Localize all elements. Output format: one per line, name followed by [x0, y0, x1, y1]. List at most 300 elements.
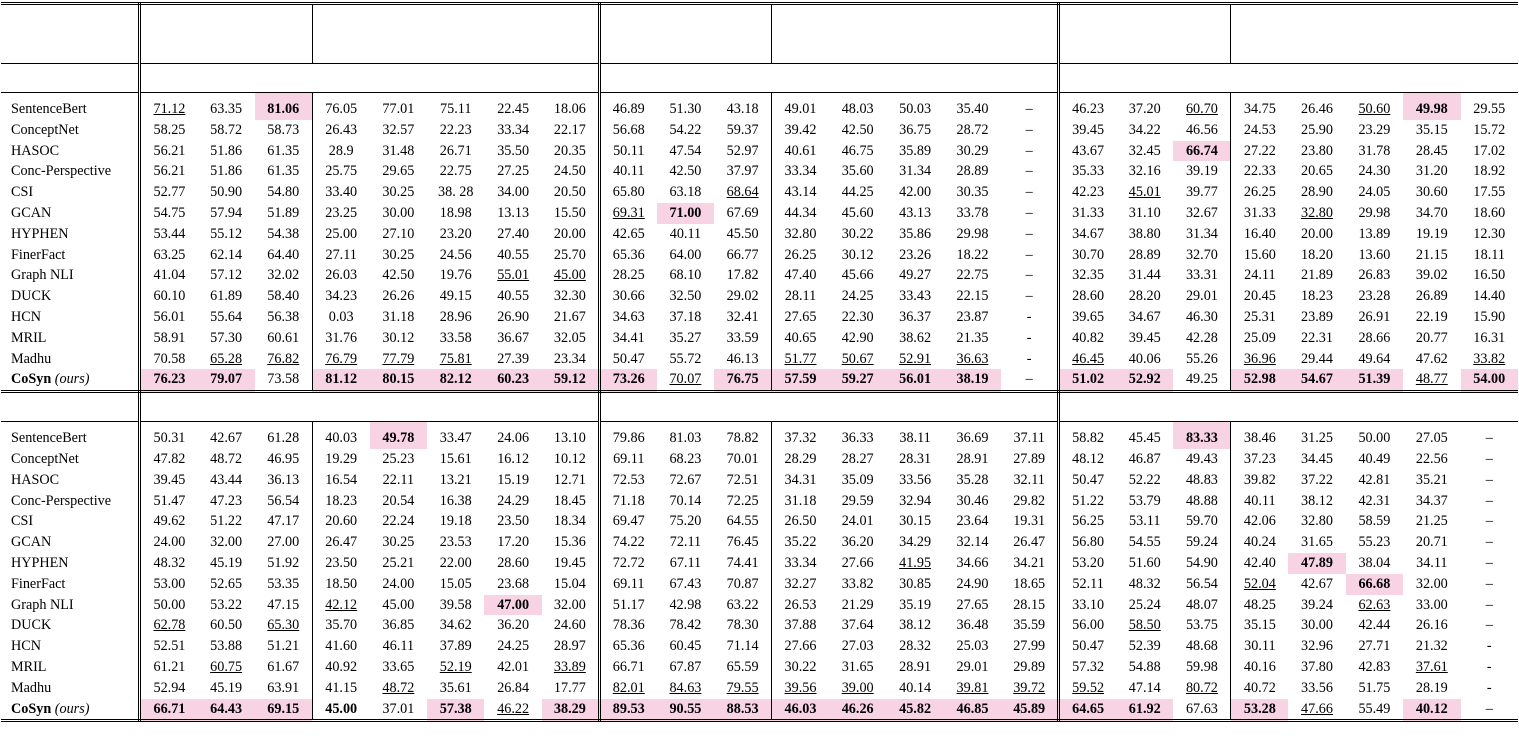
score-cell: [1403, 678, 1460, 699]
metric-header-cell: [1059, 35, 1116, 64]
score-cell: [370, 678, 427, 699]
score-cell: [944, 532, 1001, 553]
score-value: 35.33: [1072, 163, 1105, 180]
score-cell: [1059, 141, 1116, 162]
score-value: 72.67: [669, 471, 702, 488]
score-value: 40.12: [1415, 700, 1448, 717]
score-value: 33.40: [325, 184, 358, 201]
score-value: 68.64: [726, 184, 759, 201]
score-cell: [1116, 615, 1173, 636]
score-value: 22.23: [439, 121, 472, 138]
score-cell: [484, 553, 541, 574]
score-value: 61.92: [1128, 700, 1161, 717]
score-cell: [1173, 636, 1230, 657]
score-value: 32.45: [1128, 142, 1161, 159]
score-value: 18.65: [1013, 575, 1046, 592]
score-cell: [484, 491, 541, 512]
score-value: 56.68: [612, 121, 645, 138]
score-cell: [1403, 595, 1460, 616]
score-cell: [1059, 182, 1116, 203]
score-cell: [1231, 491, 1288, 512]
score-value: 44.25: [841, 184, 874, 201]
score-cell: [484, 141, 541, 162]
score-value: 42.50: [669, 163, 702, 180]
score-cell: [484, 286, 541, 307]
score-cell: [1288, 349, 1345, 370]
score-cell: [1116, 699, 1173, 721]
score-value: 29.01: [956, 658, 989, 675]
score-cell: [886, 141, 943, 162]
score-cell: [1116, 422, 1173, 449]
score-cell: [370, 141, 427, 162]
score-cell: [312, 286, 369, 307]
score-cell: [1001, 120, 1058, 141]
score-value: 52.51: [153, 638, 186, 655]
score-value: 40.16: [1243, 658, 1276, 675]
score-cell: [542, 286, 599, 307]
score-value: 35.15: [1243, 617, 1276, 634]
score-cell: [599, 491, 656, 512]
score-value: 17.82: [726, 267, 759, 284]
score-cell: [484, 182, 541, 203]
score-cell: [255, 245, 312, 266]
score-cell: [1001, 245, 1058, 266]
score-cell: [1116, 349, 1173, 370]
score-value: –: [1485, 450, 1493, 467]
score-value: 33.65: [382, 658, 415, 675]
score-cell: [1001, 203, 1058, 224]
dataset-header-row: [1, 64, 1518, 93]
score-value: 60.50: [210, 617, 243, 634]
score-value: 23.87: [956, 308, 989, 325]
score-cell: [1461, 699, 1518, 721]
score-value: 22.56: [1415, 450, 1448, 467]
score-cell: [1173, 93, 1230, 120]
score-value: 78.36: [612, 617, 645, 634]
score-cell: [1059, 203, 1116, 224]
score-value: 27.99: [1013, 638, 1046, 655]
score-cell: [886, 182, 943, 203]
score-cell: [484, 511, 541, 532]
baseline-name-cell: [1, 532, 140, 553]
score-cell: [140, 120, 197, 141]
score-cell: [542, 422, 599, 449]
baseline-name-cell: [1, 369, 140, 391]
score-cell: [1288, 470, 1345, 491]
score-value: 35.22: [784, 534, 817, 551]
score-value: 60.45: [669, 638, 702, 655]
score-cell: [1403, 422, 1460, 449]
score-cell: [829, 161, 886, 182]
score-cell: [312, 532, 369, 553]
score-cell: [427, 203, 484, 224]
score-value: 58.82: [1072, 430, 1105, 447]
score-cell: [255, 161, 312, 182]
score-cell: [1461, 595, 1518, 616]
score-cell: [484, 636, 541, 657]
score-cell: [1231, 93, 1288, 120]
score-cell: [599, 422, 656, 449]
score-cell: [1403, 245, 1460, 266]
score-cell: [1173, 615, 1230, 636]
score-value: 20.77: [1415, 329, 1448, 346]
score-value: 45.66: [841, 267, 874, 284]
score-value: 42.40: [1243, 554, 1276, 571]
score-value: 37.20: [1128, 101, 1161, 117]
score-value: 40.03: [325, 430, 358, 447]
score-cell: [714, 532, 771, 553]
score-cell: [255, 636, 312, 657]
score-value: 26.47: [325, 534, 358, 551]
score-value: 50.11: [613, 142, 645, 159]
score-value: 32.00: [553, 596, 586, 613]
score-cell: [1116, 328, 1173, 349]
score-value: 16.54: [325, 471, 358, 488]
score-cell: [1346, 286, 1403, 307]
score-value: 19.45: [553, 554, 586, 571]
score-cell: [829, 203, 886, 224]
score-value: 48.03: [841, 101, 874, 117]
score-value: 58.59: [1358, 513, 1391, 530]
score-cell: [829, 553, 886, 574]
score-cell: [944, 369, 1001, 391]
score-value: 52.77: [153, 184, 186, 201]
score-cell: [370, 595, 427, 616]
score-cell: [1116, 245, 1173, 266]
score-cell: [714, 574, 771, 595]
score-cell: [1403, 93, 1460, 120]
score-cell: [1288, 678, 1345, 699]
score-cell: [427, 491, 484, 512]
score-value: 54.55: [1128, 534, 1161, 551]
score-value: 78.30: [726, 617, 759, 634]
score-value: 28.91: [956, 450, 989, 467]
score-value: 65.80: [612, 184, 645, 201]
score-cell: [1346, 245, 1403, 266]
score-value: 38.04: [1358, 554, 1391, 571]
score-cell: [255, 265, 312, 286]
score-value: 45.00: [382, 596, 415, 613]
overall-group-header: [599, 4, 771, 36]
baseline-name-cell: [1, 286, 140, 307]
score-value: 34.31: [784, 471, 817, 488]
score-cell: [312, 245, 369, 266]
score-cell: [1288, 224, 1345, 245]
score-cell: [140, 511, 197, 532]
score-cell: [484, 595, 541, 616]
score-value: 27.66: [784, 638, 817, 655]
score-value: 27.03: [841, 638, 874, 655]
score-value: 61.89: [210, 288, 243, 305]
score-cell: [197, 657, 254, 678]
score-value: 18.23: [325, 492, 358, 509]
score-cell: [829, 120, 886, 141]
score-cell: [542, 511, 599, 532]
score-value: 50.03: [899, 101, 932, 117]
score-cell: [829, 532, 886, 553]
score-value: 34.21: [1013, 554, 1046, 571]
score-cell: [1116, 574, 1173, 595]
score-value: 55.23: [1358, 534, 1391, 551]
score-cell: [197, 422, 254, 449]
score-value: 26.47: [1013, 534, 1046, 551]
score-value: 14.40: [1473, 288, 1506, 305]
score-cell: [1173, 422, 1230, 449]
score-value: 22.45: [497, 101, 530, 117]
score-value: 47.89: [1301, 554, 1333, 571]
score-value: 77.01: [382, 101, 415, 117]
score-cell: [484, 161, 541, 182]
score-value: 25.21: [382, 554, 415, 571]
score-value: 43.67: [1072, 142, 1105, 159]
baseline-name: ConceptNet: [11, 450, 79, 467]
table-row: [1, 328, 1518, 349]
score-value: 42.83: [1358, 658, 1391, 675]
score-cell: [714, 511, 771, 532]
score-cell: [370, 203, 427, 224]
table-row: [1, 574, 1518, 595]
score-cell: [370, 574, 427, 595]
score-cell: [312, 553, 369, 574]
score-cell: [1059, 595, 1116, 616]
score-value: 25.03: [956, 638, 989, 655]
score-cell: [1059, 553, 1116, 574]
score-cell: [140, 203, 197, 224]
score-value: 27.65: [784, 308, 817, 325]
score-value: 46.13: [726, 350, 759, 367]
score-value: 52.97: [726, 142, 759, 159]
score-value: 27.71: [1358, 638, 1391, 655]
score-cell: [255, 349, 312, 370]
baseline-name: Madhu: [11, 350, 52, 367]
dataset-header: [599, 392, 1058, 422]
score-value: 27.10: [382, 225, 415, 242]
score-value: 48.83: [1185, 471, 1218, 488]
score-cell: [1116, 369, 1173, 391]
score-cell: [1461, 203, 1518, 224]
score-value: 21.32: [1415, 638, 1448, 655]
score-value: 34.29: [899, 534, 932, 551]
score-cell: [255, 678, 312, 699]
score-value: 28.31: [899, 450, 932, 467]
score-cell: [1231, 265, 1288, 286]
score-cell: [1346, 328, 1403, 349]
score-value: 23.34: [553, 350, 586, 367]
score-cell: [657, 203, 714, 224]
score-value: 65.59: [726, 658, 759, 675]
score-value: 35.27: [669, 329, 702, 346]
score-cell: [370, 532, 427, 553]
score-cell: [312, 511, 369, 532]
score-cell: [1461, 245, 1518, 266]
score-cell: [1403, 307, 1460, 328]
score-cell: [1288, 203, 1345, 224]
score-value: 51.22: [210, 513, 243, 530]
score-cell: [1116, 449, 1173, 470]
score-cell: [772, 470, 829, 491]
score-value: 59.24: [1185, 534, 1218, 551]
score-value: 62.63: [1358, 596, 1391, 613]
score-value: 47.23: [210, 492, 243, 509]
score-value: 51.75: [1358, 679, 1391, 696]
score-cell: [1461, 286, 1518, 307]
score-value: 59.37: [726, 121, 759, 138]
score-value: 78.82: [726, 430, 759, 447]
score-value: 26.25: [784, 246, 817, 263]
table-row: [1, 699, 1518, 721]
score-cell: [1059, 93, 1116, 120]
score-cell: [542, 161, 599, 182]
score-cell: [427, 615, 484, 636]
score-cell: [427, 699, 484, 721]
metric-header-cell: [944, 35, 1001, 64]
table-row: [1, 449, 1518, 470]
score-value: –: [1025, 184, 1033, 201]
score-cell: [370, 307, 427, 328]
score-value: –: [1485, 471, 1493, 488]
score-value: 37.11: [1013, 430, 1045, 447]
score-value: 47.17: [267, 513, 300, 530]
score-value: 26.83: [1358, 267, 1391, 284]
score-cell: [1173, 553, 1230, 574]
score-value: 24.06: [497, 430, 530, 447]
baseline-name: HASOC: [11, 142, 60, 159]
score-value: 51.21: [267, 638, 300, 655]
score-cell: [599, 286, 656, 307]
score-value: 48.12: [1072, 450, 1105, 467]
score-value: –: [1025, 267, 1033, 284]
score-cell: [1288, 574, 1345, 595]
score-cell: [370, 245, 427, 266]
score-cell: [484, 678, 541, 699]
score-cell: [140, 595, 197, 616]
score-value: 37.32: [784, 430, 817, 447]
score-cell: [370, 657, 427, 678]
score-value: 42.50: [841, 121, 874, 138]
score-value: 27.39: [497, 350, 530, 367]
score-value: 45.01: [1128, 184, 1161, 201]
score-cell: [1001, 161, 1058, 182]
score-value: 28.66: [1358, 329, 1391, 346]
score-cell: [312, 678, 369, 699]
score-cell: [1346, 161, 1403, 182]
score-value: 51.92: [267, 554, 300, 571]
score-value: 47.00: [497, 596, 530, 613]
score-value: 35.09: [841, 471, 874, 488]
score-cell: [1346, 657, 1403, 678]
score-cell: [140, 265, 197, 286]
score-value: 38.11: [899, 430, 931, 447]
score-cell: [1403, 699, 1460, 721]
score-cell: [255, 470, 312, 491]
score-cell: [1461, 224, 1518, 245]
score-value: 39.77: [1185, 184, 1218, 201]
score-cell: [542, 657, 599, 678]
score-cell: [829, 470, 886, 491]
score-value: 31.18: [784, 492, 817, 509]
score-value: 23.20: [439, 225, 472, 242]
score-value: 32.30: [553, 288, 586, 305]
score-cell: [427, 224, 484, 245]
score-value: 34.66: [956, 554, 989, 571]
score-cell: [829, 328, 886, 349]
score-cell: [944, 265, 1001, 286]
score-cell: [370, 328, 427, 349]
score-cell: [1059, 678, 1116, 699]
score-cell: [1001, 307, 1058, 328]
score-value: 40.82: [1072, 329, 1105, 346]
score-value: 28.97: [553, 638, 586, 655]
score-cell: [657, 286, 714, 307]
score-value: 33.59: [726, 329, 759, 346]
score-value: 22.19: [1415, 308, 1448, 325]
implicit-group-header: [312, 4, 599, 36]
score-value: 23.68: [497, 575, 530, 592]
score-value: 79.07: [210, 371, 243, 388]
score-value: 33.43: [899, 288, 932, 305]
score-cell: [714, 286, 771, 307]
score-cell: [1231, 449, 1288, 470]
score-value: 90.55: [669, 700, 702, 717]
score-value: 27.00: [267, 534, 300, 551]
score-value: 27.66: [841, 554, 874, 571]
score-cell: [427, 532, 484, 553]
score-value: –: [1025, 288, 1033, 305]
score-cell: [1001, 491, 1058, 512]
score-value: 64.65: [1072, 700, 1105, 717]
score-cell: [1461, 120, 1518, 141]
score-cell: [829, 657, 886, 678]
score-cell: [197, 574, 254, 595]
score-value: 21.67: [553, 308, 586, 325]
score-cell: [944, 224, 1001, 245]
score-cell: [1231, 328, 1288, 349]
score-cell: [1059, 699, 1116, 721]
score-cell: [1001, 657, 1058, 678]
score-cell: [1059, 532, 1116, 553]
score-cell: [1346, 265, 1403, 286]
score-cell: [714, 422, 771, 449]
score-cell: [1059, 470, 1116, 491]
table-row: [1, 286, 1518, 307]
score-cell: [542, 349, 599, 370]
score-value: 76.79: [325, 350, 358, 367]
score-value: 29.44: [1301, 350, 1333, 367]
score-cell: [829, 699, 886, 721]
score-value: 51.89: [267, 204, 300, 221]
score-value: 31.33: [1072, 204, 1105, 221]
score-value: 46.89: [612, 101, 645, 117]
score-value: 27.40: [497, 225, 530, 242]
score-value: 34.41: [612, 329, 645, 346]
baseline-header: [1, 392, 140, 422]
baseline-name: FinerFact: [11, 246, 66, 263]
score-value: 19.76: [439, 267, 472, 284]
score-cell: [140, 636, 197, 657]
score-cell: [1231, 161, 1288, 182]
score-value: –: [1025, 225, 1033, 242]
score-value: 68.10: [669, 267, 702, 284]
score-value: 21.25: [1415, 513, 1448, 530]
score-value: 51.86: [210, 142, 243, 159]
score-cell: [1116, 532, 1173, 553]
score-cell: [484, 93, 541, 120]
score-value: 48.25: [1243, 596, 1276, 613]
score-value: –: [1485, 492, 1493, 509]
score-cell: [312, 141, 369, 162]
score-value: 62.14: [210, 246, 243, 263]
score-value: 42.01: [497, 658, 530, 675]
